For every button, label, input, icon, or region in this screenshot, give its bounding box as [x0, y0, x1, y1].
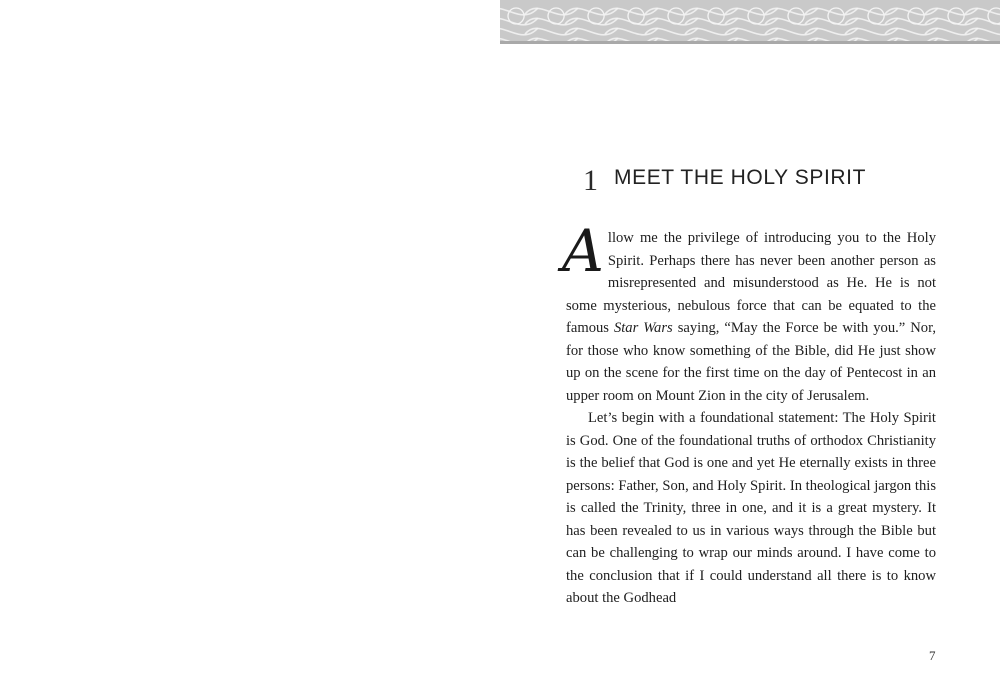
- chapter-title: MEET THE HOLY SPIRIT: [614, 166, 867, 189]
- chapter-number: 1: [583, 164, 598, 197]
- paragraph-2: Let’s begin with a foundational statement: The Holy Spirit is God. One of the foundational truths of orthodox Christianity is the belief that God is one and yet He eternally exists in three persons: Father, Son, and Holy Spirit. In theological jargon this is called the Trinity, three in one, and it is a great mystery. It has been revealed to us in various ways through the Bible but can be challenging to wrap our minds around. I have come to the conclusion that if I could understand all there is to know about the Godhead: [566, 410, 936, 606]
- chapter-heading: [583, 158, 866, 198]
- paragraph-1: [562, 217, 936, 407]
- paragraph-1-text-a: llow me the privilege of introducing you to the Holy Spirit. Perhaps there has never been another person as misrepresented and misunderstood as He. He is not some mysterious, nebulous force that can be equated to the famous: [566, 230, 936, 336]
- drop-cap: A: [562, 217, 604, 285]
- paragraph-1-italic: Star Wars: [613, 320, 673, 336]
- paragraph-1-text-b: saying, “May the Force be with you.” Nor, for those who know something of the Bible, did He just show up on the scene for the first time on the day of Pentecost in an upper room on Mount Zion in the city of Jerusalem.: [566, 320, 936, 404]
- swirl-pattern-icon: [500, 0, 1000, 44]
- decorative-swirl-band: [500, 0, 1000, 44]
- right-page: [500, 0, 1000, 700]
- body-text: [562, 217, 936, 610]
- page-number: 7: [929, 648, 936, 663]
